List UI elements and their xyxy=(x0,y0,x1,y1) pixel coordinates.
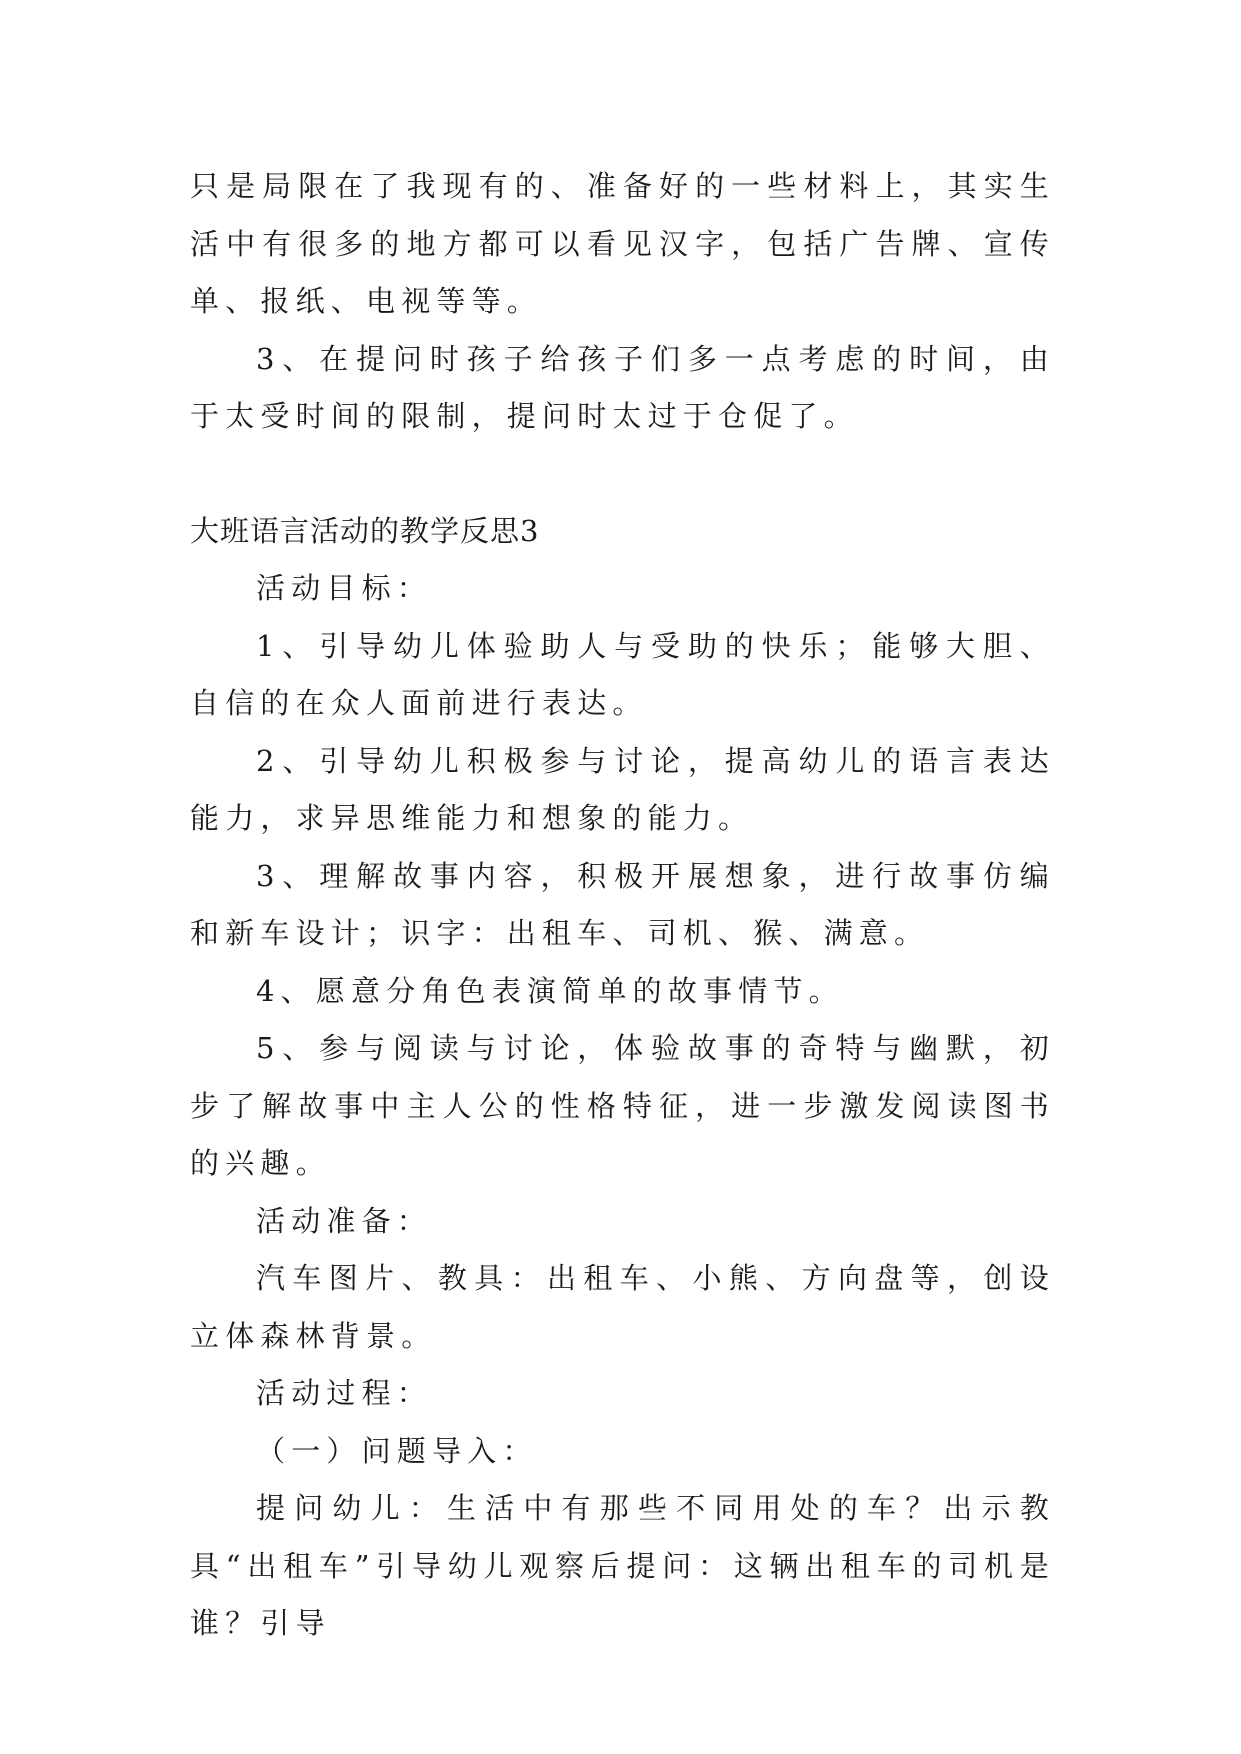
paragraph-process-heading: 活动过程： xyxy=(256,1376,433,1410)
paragraph-goal-5: 5、参与阅读与讨论，体验故事的奇特与幽默，初步了解故事中主人公的性格特征，进一步激发阅读图书的兴趣。 xyxy=(190,1031,1055,1180)
paragraph-goal-1: 1、引导幼儿体验助人与受助的快乐；能够大胆、自信的在众人面前进行表达。 xyxy=(190,628,1055,720)
paragraph-prep-content: 汽车图片、教具：出租车、小熊、方向盘等，创设立体森林背景。 xyxy=(190,1261,1055,1353)
paragraph-step-1-heading: （一）问题导入： xyxy=(256,1433,538,1468)
document-body xyxy=(190,158,1055,1653)
paragraph-continued: 只是局限在了我现有的、准备好的一些材料上，其实生活中有很多的地方都可以看见汉字，包括广告牌、宣传单、报纸、电视等等。 xyxy=(190,169,1055,318)
paragraph-step-1-content: 提问幼儿：生活中有那些不同用处的车？出示教具“出租车”引导幼儿观察后提问：这辆出租车的司机是谁？引导 xyxy=(190,1491,1055,1640)
paragraph-item-3: 3、在提问时孩子给孩子们多一点考虑的时间，由于太受时间的限制，提问时太过于仓促了。 xyxy=(190,341,1055,433)
paragraph-goal-2: 2、引导幼儿积极参与讨论，提高幼儿的语言表达能力，求异思维能力和想象的能力。 xyxy=(190,743,1055,835)
section-spacer xyxy=(190,446,1055,503)
paragraph-goal-3: 3、理解故事内容，积极开展想象，进行故事仿编和新车设计；识字：出租车、司机、猴、满意。 xyxy=(190,858,1055,950)
paragraph-goal-4: 4、愿意分角色表演简单的故事情节。 xyxy=(256,973,844,1008)
section-title: 大班语言活动的教学反思3 xyxy=(190,513,540,548)
paragraph-goals-heading: 活动目标： xyxy=(256,571,433,605)
paragraph-prep-heading: 活动准备： xyxy=(256,1203,433,1238)
